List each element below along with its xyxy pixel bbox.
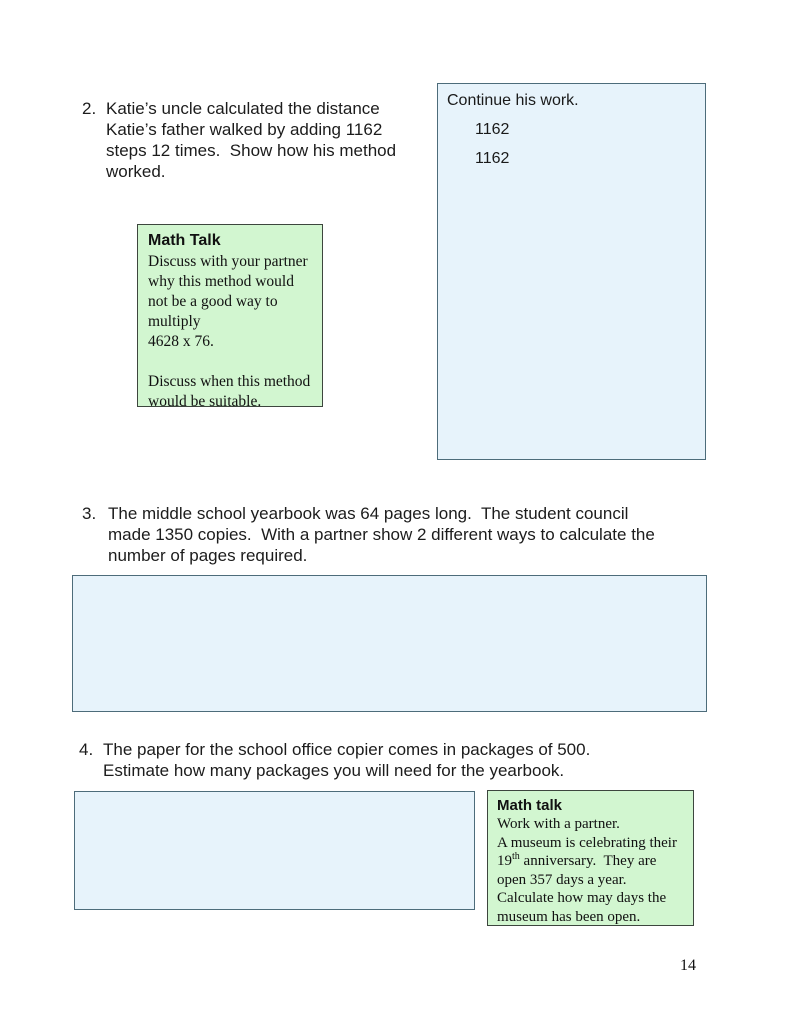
question-3-number: 3. xyxy=(82,504,97,523)
math-talk-1-line: would be suitable. xyxy=(148,393,262,410)
question-4-line: Estimate how many packages you will need for the yearbook. xyxy=(103,761,565,780)
work-area-q2-title: Continue his work. xyxy=(447,92,579,109)
work-area-q3[interactable] xyxy=(72,575,707,712)
work-area-q4[interactable] xyxy=(74,791,475,910)
math-talk-1-body xyxy=(148,252,314,412)
question-2-line: worked. xyxy=(106,162,166,181)
question-2 xyxy=(82,98,462,182)
question-2-text xyxy=(106,98,396,182)
math-talk-1-line: multiply xyxy=(148,313,201,330)
question-3-line: made 1350 copies. With a partner show 2 different ways to calculate the xyxy=(108,525,655,544)
math-talk-1-line xyxy=(148,352,314,372)
math-talk-1-line: 4628 x 76. xyxy=(148,333,214,350)
math-talk-2-line: Calculate how may days the xyxy=(497,890,667,906)
question-3-line: The middle school yearbook was 64 pages long. The student council xyxy=(108,504,629,523)
math-talk-2-line: museum has been open. xyxy=(497,908,641,925)
math-talk-1-line: Discuss when this method xyxy=(148,373,311,390)
question-4-line: The paper for the school office copier comes in packages of 500. xyxy=(103,740,591,759)
math-talk-2-line: A museum is celebrating their xyxy=(497,834,677,851)
math-talk-2-line: Work with a partner. xyxy=(497,816,620,832)
anniversary-number: 19 xyxy=(497,853,512,869)
question-2-number: 2. xyxy=(82,99,97,118)
question-3-text xyxy=(108,503,655,566)
question-4 xyxy=(79,739,719,781)
math-talk-2-line xyxy=(497,852,687,871)
page-number: 14 xyxy=(680,957,696,974)
math-talk-box-1 xyxy=(137,224,323,410)
question-3-line: number of pages required. xyxy=(108,546,308,565)
math-talk-2-title: Math talk xyxy=(497,797,563,814)
question-2-line: Katie’s father walked by adding 1162 xyxy=(106,120,383,139)
math-talk-2-body xyxy=(497,815,687,926)
math-talk-1-line: Discuss with your partner xyxy=(148,253,308,270)
math-talk-2-line: open 357 days a year. xyxy=(497,871,627,888)
anniversary-text: anniversary. They are xyxy=(519,853,657,869)
question-2-line: Katie’s uncle calculated the distance xyxy=(106,99,380,118)
question-3 xyxy=(82,503,722,566)
work-area-q2[interactable] xyxy=(437,83,706,460)
question-2-line: steps 12 times. Show how his method xyxy=(106,141,397,160)
math-talk-1-line: not be a good way to xyxy=(148,293,278,310)
math-talk-1-line: why this method would xyxy=(148,273,294,290)
question-4-number: 4. xyxy=(79,740,94,759)
ordinal-suffix: th xyxy=(512,851,520,862)
math-talk-1-title: Math Talk xyxy=(148,232,221,249)
question-4-text xyxy=(103,739,590,781)
work-area-q2-value: 1162 xyxy=(475,121,510,138)
math-talk-box-2 xyxy=(487,790,694,926)
work-area-q2-value: 1162 xyxy=(475,150,510,167)
